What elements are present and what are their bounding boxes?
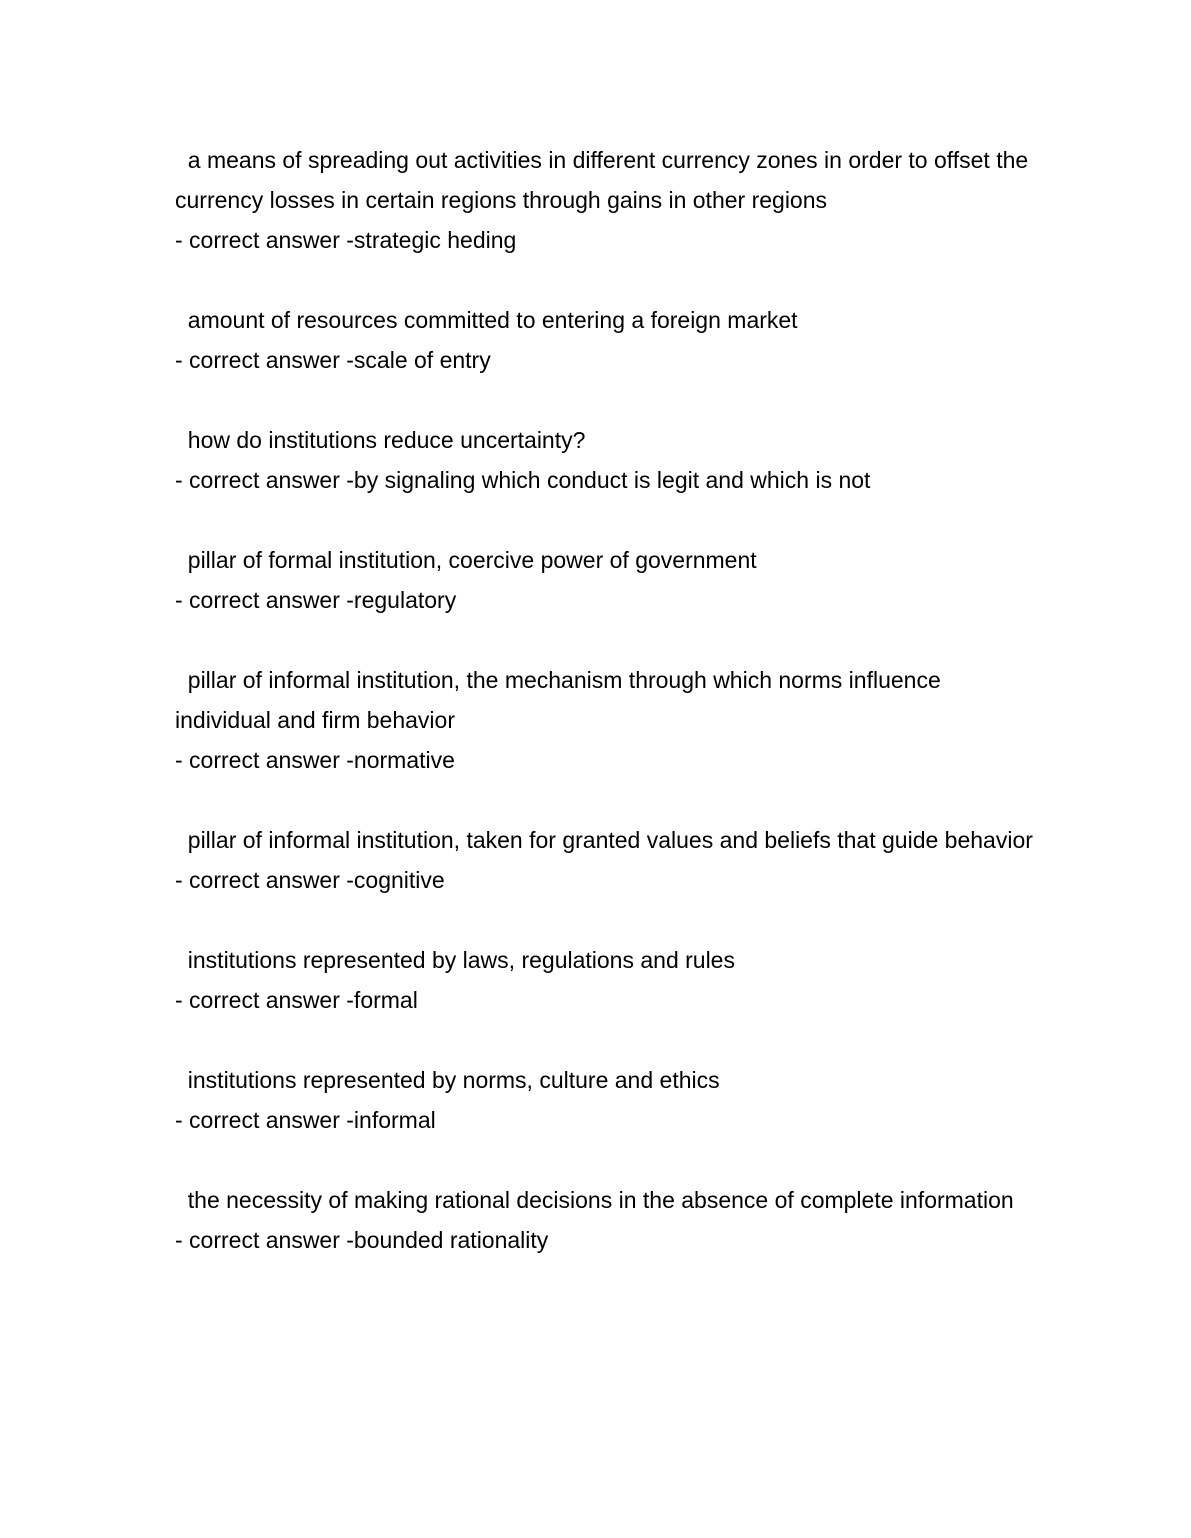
answer-text: - correct answer -strategic heding: [175, 227, 517, 253]
answer-text: - correct answer -informal: [175, 1107, 436, 1133]
question-text: how do institutions reduce uncertainty?: [175, 427, 586, 453]
question-text: pillar of informal institution, taken for granted values and beliefs that guide behavior: [175, 827, 1033, 853]
qa-list: [175, 140, 1035, 1300]
qa-item: [175, 140, 1035, 260]
question-text: institutions represented by laws, regulations and rules: [175, 947, 735, 973]
question-text: a means of spreading out activities in different currency zones in order to offset the currency losses in certain regions through gains in other regions: [175, 147, 1035, 213]
question-text: pillar of informal institution, the mechanism through which norms influence individual and firm behavior: [175, 667, 948, 733]
answer-text: - correct answer -scale of entry: [175, 347, 491, 373]
qa-item: [175, 940, 1035, 1020]
answer-text: - correct answer -formal: [175, 987, 418, 1013]
answer-text: - correct answer -by signaling which conduct is legit and which is not: [175, 467, 871, 493]
answer-text: - correct answer -normative: [175, 747, 455, 773]
question-text: the necessity of making rational decisions in the absence of complete information: [175, 1187, 1014, 1213]
qa-item: [175, 660, 1035, 780]
qa-item: [175, 1180, 1035, 1260]
answer-text: - correct answer -regulatory: [175, 587, 457, 613]
question-text: amount of resources committed to entering a foreign market: [175, 307, 798, 333]
qa-item: [175, 300, 1035, 380]
question-text: pillar of formal institution, coercive power of government: [175, 547, 757, 573]
qa-item: [175, 1060, 1035, 1140]
question-text: institutions represented by norms, culture and ethics: [175, 1067, 720, 1093]
qa-item: [175, 420, 1035, 500]
qa-item: [175, 540, 1035, 620]
answer-text: - correct answer -cognitive: [175, 867, 445, 893]
answer-text: - correct answer -bounded rationality: [175, 1227, 549, 1253]
qa-item: [175, 820, 1035, 900]
